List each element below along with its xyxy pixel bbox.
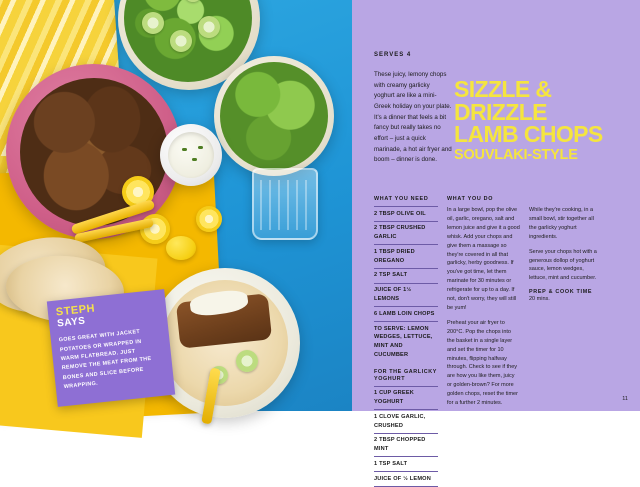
title-line-3: LAMB CHOPS: [454, 121, 603, 148]
method-step: Serve your chops hot with a generous dollop of yoghurt sauce, lemon wedges, lettuce, mint and cucumber.: [529, 248, 597, 282]
title-line-2: DRIZZLE: [454, 98, 547, 125]
yoghurt-ingredient-item: 1 CLOVE GARLIC, CRUSHED: [374, 409, 438, 433]
method-column-2: [529, 196, 602, 487]
mint-fleck: [182, 148, 187, 151]
title-subtitle: SOUVLAKI-STYLE: [454, 146, 578, 163]
lamb-wrap: [162, 280, 288, 406]
steph-says-note: [47, 289, 175, 407]
yoghurt-subheading: FOR THE GARLICKY YOGHURT: [374, 368, 437, 382]
ingredient-item: 6 LAMB LOIN CHOPS: [374, 306, 438, 321]
page-number: 11: [622, 396, 628, 402]
steph-note-title: [55, 297, 159, 330]
yoghurt-ingredient-item: JUICE OF ½ LEMON: [374, 471, 438, 487]
method-step: Preheat your air fryer to 200°C. Pop the chops into the basket in a single layer and set the timer for 10 minutes, flipping halfway through. Check to see if they are how you like them, juicy or golden-brown? For more golden chops, reset the timer for a further 2 minutes.: [447, 319, 518, 407]
cucumber-slice: [170, 30, 192, 52]
steph-note-body: GOES GREAT WITH JACKET POTATOES OR WRAPPED IN WARM FLATBREAD. JUST REMOVE THE MEAT FROM THE BONES AND SLICE BEFORE WRAPPING.: [58, 328, 152, 391]
ingredient-item: 1 TBSP DRIED OREGANO: [374, 244, 438, 268]
steph-says-label: SAYS: [56, 315, 86, 330]
ingredient-item: 2 TSP SALT: [374, 268, 438, 283]
food-photograph: [0, 0, 352, 411]
yoghurt-ingredient-item: 2 TBSP CHOPPED MINT: [374, 433, 438, 457]
drinking-glass: [252, 168, 318, 240]
ingredient-item: 2 TBSP OLIVE OIL: [374, 206, 438, 221]
prep-cook-time-value: 20 mins.: [529, 296, 550, 303]
ingredient-item: JUICE OF 1½ LEMONS: [374, 283, 438, 307]
method-step: In a large bowl, pop the olive oil, garlic, oregano, salt and lemon juice and give it a good whisk. Add your chops and give them a massage so they're covered in all that garlicky, herby goodness. If you've got time, let them marinate for 30 minutes or refrigerate for up to a day. If not, don't worry, they will still be yum!: [447, 207, 520, 311]
prep-cook-time-heading: PREP & COOK TIME: [529, 289, 593, 296]
yoghurt-ingredient-item: 1 CUP GREEK YOGHURT: [374, 386, 438, 410]
cucumber-slice: [184, 0, 202, 2]
cucumber-slice: [198, 16, 220, 38]
what-you-do-heading: WHAT YOU DO: [447, 196, 494, 202]
what-you-need-heading: WHAT YOU NEED: [374, 196, 429, 202]
yoghurt-ingredient-item: 1 TSP SALT: [374, 456, 438, 471]
serves-label: SERVES 4: [374, 52, 412, 58]
cucumber-slice: [142, 12, 164, 34]
recipe-intro: These juicy, lemony chops with creamy garlicky yoghurt are like a mini-Greek holiday on your plate. It's a dinner that feels a bit fancy but really takes no effort – just a quick marinade, a hot air fryer and boom – dinner is done.: [374, 71, 452, 164]
title-line-1: SIZZLE &: [454, 76, 552, 102]
method-step: While they're cooking, in a small bowl, stir together all the garlicky yoghurt ingredients.: [529, 207, 594, 240]
cucumber-slice: [236, 350, 258, 372]
ingredient-item: TO SERVE: LEMON WEDGES, LETTUCE, MINT AND CUCUMBER: [374, 321, 438, 362]
garlicky-yoghurt: [168, 132, 214, 178]
page-title: [454, 78, 634, 162]
mint-fleck: [198, 146, 203, 149]
lettuce-leaves: [220, 62, 328, 170]
ingredients-column: [374, 196, 438, 487]
lemon-whole: [166, 236, 196, 260]
method-column-1: [447, 196, 520, 487]
steph-name: STEPH: [55, 302, 96, 319]
lemon-half: [196, 206, 222, 232]
recipe-columns: [374, 196, 624, 487]
mint-fleck: [192, 158, 197, 161]
recipe-page: [352, 0, 640, 482]
ingredient-item: 2 TBSP CRUSHED GARLIC: [374, 221, 438, 245]
